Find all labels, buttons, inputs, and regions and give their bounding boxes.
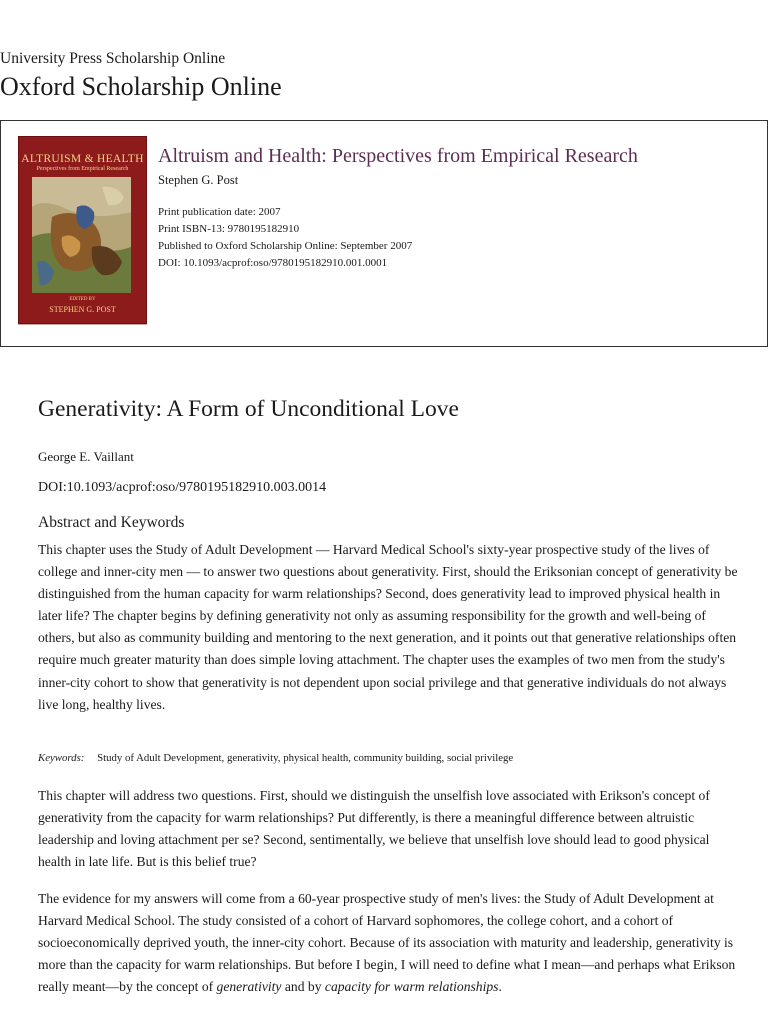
print-isbn: Print ISBN-13: 9780195182910	[158, 223, 300, 235]
cover-subtitle: Perspectives from Empirical Research	[36, 166, 129, 172]
para2-em-capacity: capacity for warm relationships	[324, 979, 499, 995]
book-info-box	[0, 120, 768, 347]
abstract-text: This chapter uses the Study of Adult Development — Harvard Medical School's sixty-year prospective study of the lives of college and inner-city men — to answer two questions about generativity. First, should the Eriksonian concept of generativity be distinguished from the human capacity for warm relationships? Second, does generativity lead to improved physical health in later life? The chapter begins by defining generativity not only as assuming responsibility for the growth and well-being of others, but also as community building and mentoring to the next generation, and it points out that generative relationships often require much greater maturity than does simple loving attachment. The chapter uses the examples of two men from the study's inner-city cohort to show that generativity is not dependent upon social privilege and that generative individuals do not always live long, healthy lives.	[38, 542, 738, 712]
cover-title: ALTRUISM & HEALTH	[21, 153, 144, 165]
chapter-author: George E. Vaillant	[38, 449, 134, 464]
para2-text-a: The evidence for my answers will come from a 60-year prospective study of men's lives: the Study of Adult Development at Harvard Medical School. The study consisted of a cohort of Harvard sophomores, the college cohort, and a cohort of socioeconomically deprived youth, the inner-city cohort. Because of its association with maturity and leadership, generativity is more than the capacity for warm relationships. But before I begin, I will need to define what I mean—and perhaps what Erikson really meant—by the concept of	[38, 891, 736, 995]
keywords-list: Study of Adult Development, generativity, physical health, community building, social privilege	[97, 752, 514, 764]
keywords-line	[38, 752, 738, 764]
chapter-doi: DOI:10.1093/acprof:oso/9780195182910.003.0014	[38, 480, 327, 495]
book-doi: DOI: 10.1093/acprof:oso/9780195182910.001.0001	[158, 257, 388, 269]
press-name: University Press Scholarship Online	[0, 50, 226, 67]
book-metadata	[158, 204, 412, 272]
body-paragraph-2	[38, 888, 738, 998]
para2-text-b: and by	[281, 979, 325, 995]
published-date: Published to Oxford Scholarship Online: September 2007	[158, 240, 413, 252]
para2-em-generativity: generativity	[216, 979, 282, 995]
book-title-link[interactable]: Altruism and Health: Perspectives from Empirical Research	[158, 145, 638, 167]
abstract-heading: Abstract and Keywords	[38, 514, 185, 531]
cover-editor-label: EDITED BY	[69, 297, 96, 302]
keywords-label: Keywords:	[38, 752, 85, 764]
para2-text-c: .	[498, 979, 502, 995]
chapter-title: Generativity: A Form of Unconditional Love	[38, 396, 459, 422]
book-cover-image[interactable]	[18, 136, 147, 324]
body-paragraph-1: This chapter will address two questions. First, should we distinguish the unselfish love associated with Erikson's concept of generativity from the capacity for warm relationships? Put differently, is there a meaningful difference between altruistic leadership and loving attachment per se? Second, sentimentally, we believe that unselfish love should lead to good physical health in late life. But is this belief true?	[38, 788, 710, 870]
cover-editor-name: STEPHEN G. POST	[49, 305, 116, 314]
cover-painting-icon	[32, 177, 131, 293]
site-title[interactable]: Oxford Scholarship Online	[0, 72, 282, 101]
print-date: Print publication date: 2007	[158, 206, 281, 218]
book-author: Stephen G. Post	[158, 173, 239, 187]
